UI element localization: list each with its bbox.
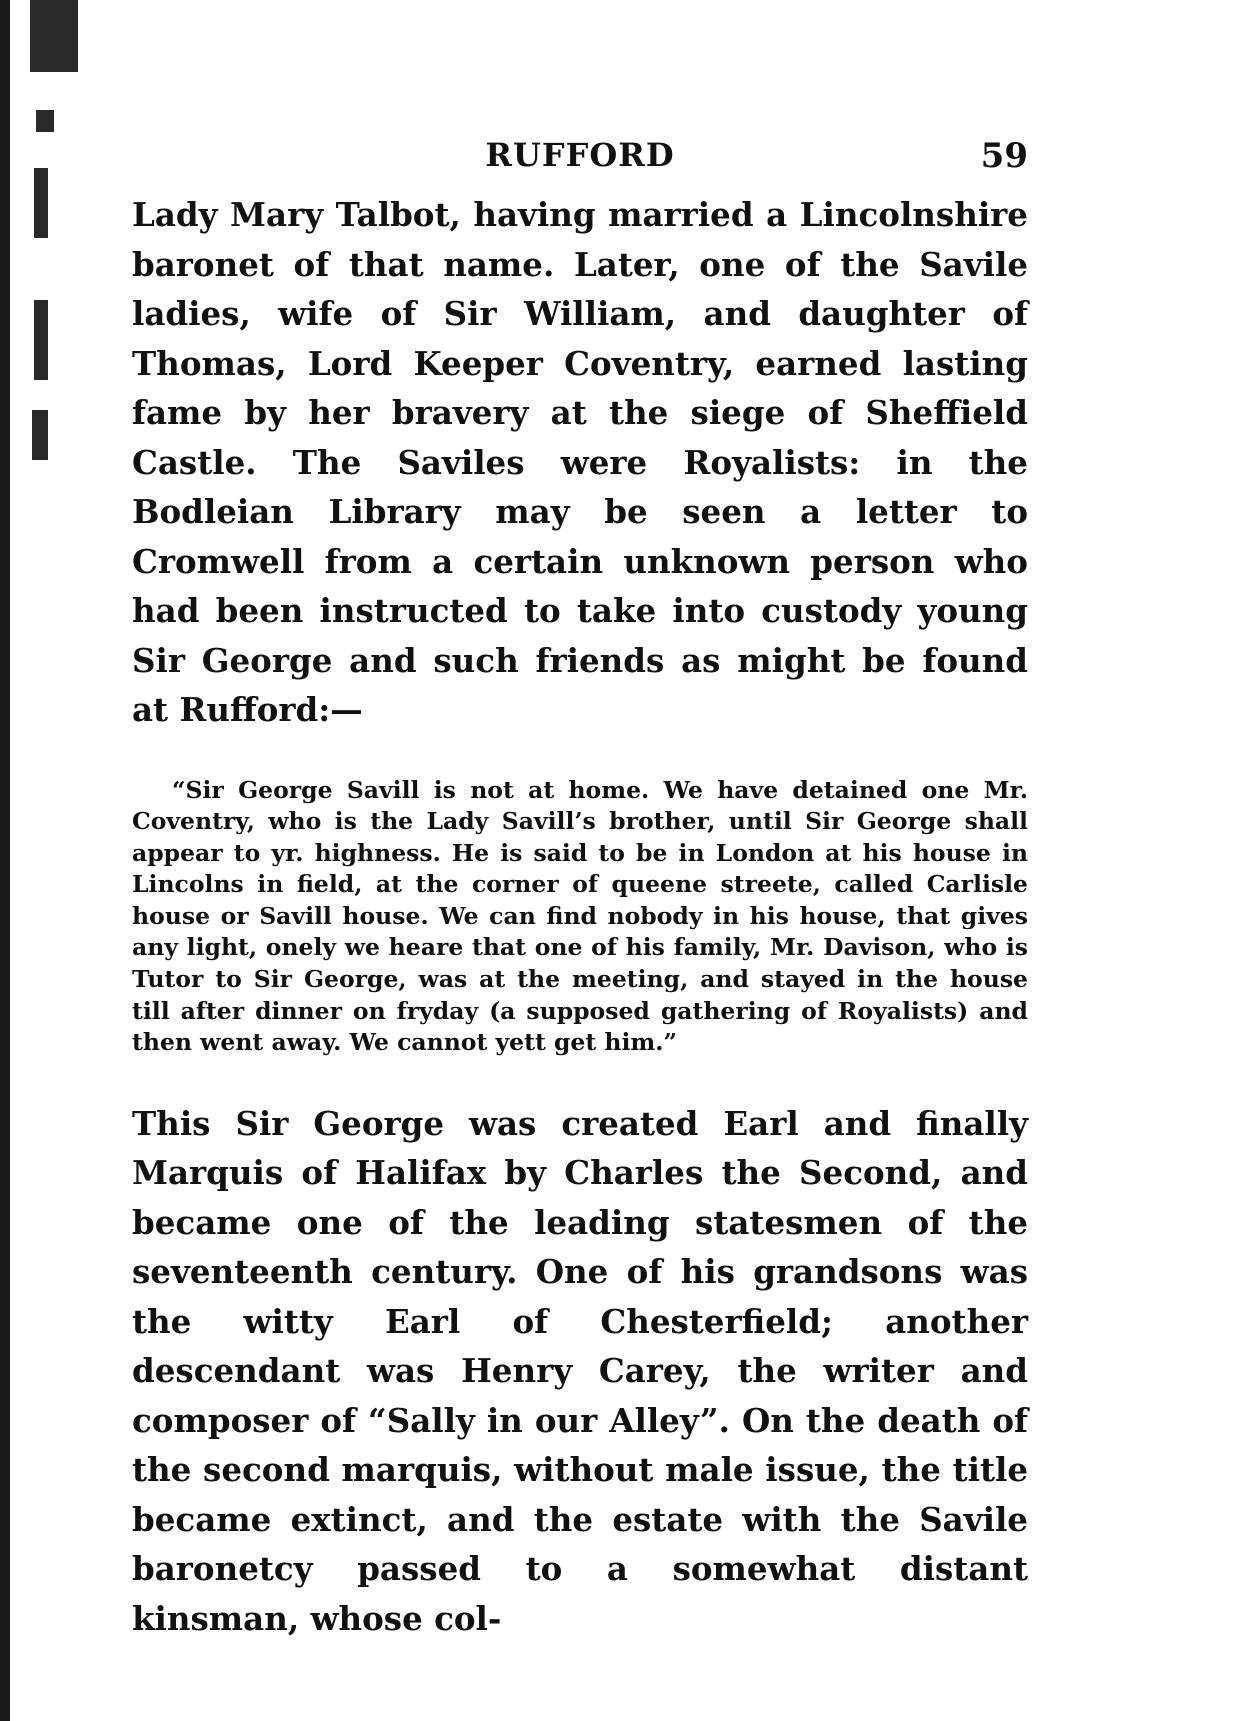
scan-mark bbox=[34, 300, 48, 380]
scan-mark bbox=[34, 168, 48, 238]
block-quote: “Sir George Savill is not at home. We have detained one Mr. Coventry, who is the Lady Savill’s brother, until Sir George shall appear to yr. highness. He is said to be in London at his house in Lincolns in field, at the corner of queene streete, called Carlisle house or Savill house. We can find nobody in his house, that gives any light, onely we heare that one of his family, Mr. Davison, who is Tutor to Sir George, was at the meeting, and stayed in the house till after dinner on fryday (a supposed gathering of Royalists) and then went away. We cannot yett get him.” bbox=[132, 775, 1028, 1057]
book-page bbox=[132, 130, 1028, 1643]
page-number: 59 bbox=[980, 136, 1028, 176]
scan-mark bbox=[36, 110, 54, 132]
scan-mark bbox=[30, 0, 78, 72]
running-title: RUFFORD bbox=[485, 136, 675, 174]
body-paragraph-1: Lady Mary Talbot, having married a Lincolnshire baronet of that name. Later, one of the Savile ladies, wife of Sir William, and daughter of Thomas, Lord Keeper Coventry, earned lasting fame by her bravery at the siege of Sheffield Castle. The Saviles were Royalists: in the Bodleian Library may be seen a letter to Cromwell from a certain unknown person who had been instructed to take into custody young Sir George and such friends as might be found at Rufford:— bbox=[132, 195, 1028, 729]
scan-mark bbox=[32, 410, 48, 460]
running-head bbox=[132, 130, 1028, 180]
binding-edge bbox=[0, 0, 10, 1721]
body-paragraph-2: This Sir George was created Earl and finally Marquis of Halifax by Charles the Second, and became one of the leading statesmen of the seventeenth century. One of his grandsons was the witty Earl of Chesterfield; another descendant was Henry Carey, the writer and composer of “Sally in our Alley”. On the death of the second marquis, without male issue, the title became extinct, and the estate with the Savile baronetcy passed to a somewhat distant kinsman, whose col- bbox=[132, 1103, 1028, 1638]
